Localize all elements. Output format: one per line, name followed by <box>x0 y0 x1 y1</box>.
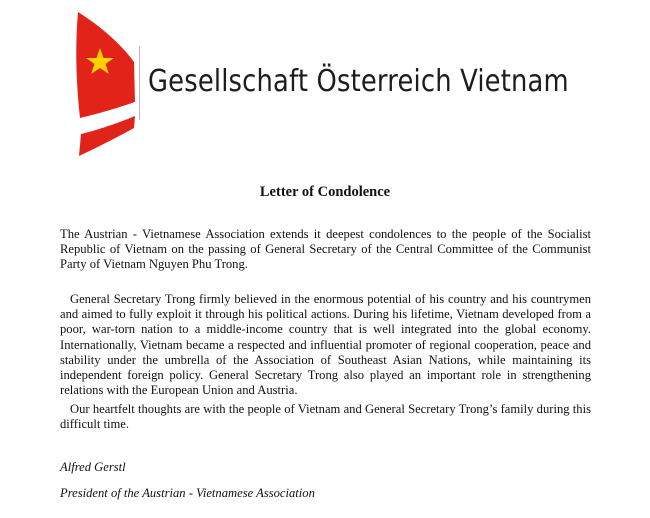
paragraph-tribute: General Secretary Trong firmly believed in the enormous potential of his country and his countrymen and aimed to fully exploit it through his political actions. During his lifetime, Vietnam developed from a poor, war-torn nation to a middle-income country that is well integrated into the global economy. Internationally, Vietnam became a respected and influential promoter of regional cooperation, peace and stability under the umbrella of the Association of Southeast Asian Nations, while maintaining its independent foreign policy. General Secretary Trong also played an important role in strengthening relations with the European Union and Austria. <box>60 292 591 398</box>
letter-title: Letter of Condolence <box>259 184 391 200</box>
signature-name: Alfred Gerstl <box>60 460 126 474</box>
organization-name: Gesellschaft Österreich Vietnam <box>148 64 569 99</box>
vietnam-austria-flag-icon <box>72 10 142 158</box>
paragraph-condolence: The Austrian - Vietnamese Association extends it deepest condolences to the people of the Socialist Republic of Vietnam on the passing of General Secretary of the Central Committee of the Communist Party of Vietnam Nguyen Phu Trong. <box>60 227 591 272</box>
paragraph-thoughts: Our heartfelt thoughts are with the people of Vietnam and General Secretary Trong’s family during this difficult time. <box>60 402 591 432</box>
signature-title: President of the Austrian - Vietnamese Association <box>60 486 315 500</box>
logo-divider <box>139 46 140 120</box>
letterhead <box>0 0 650 165</box>
